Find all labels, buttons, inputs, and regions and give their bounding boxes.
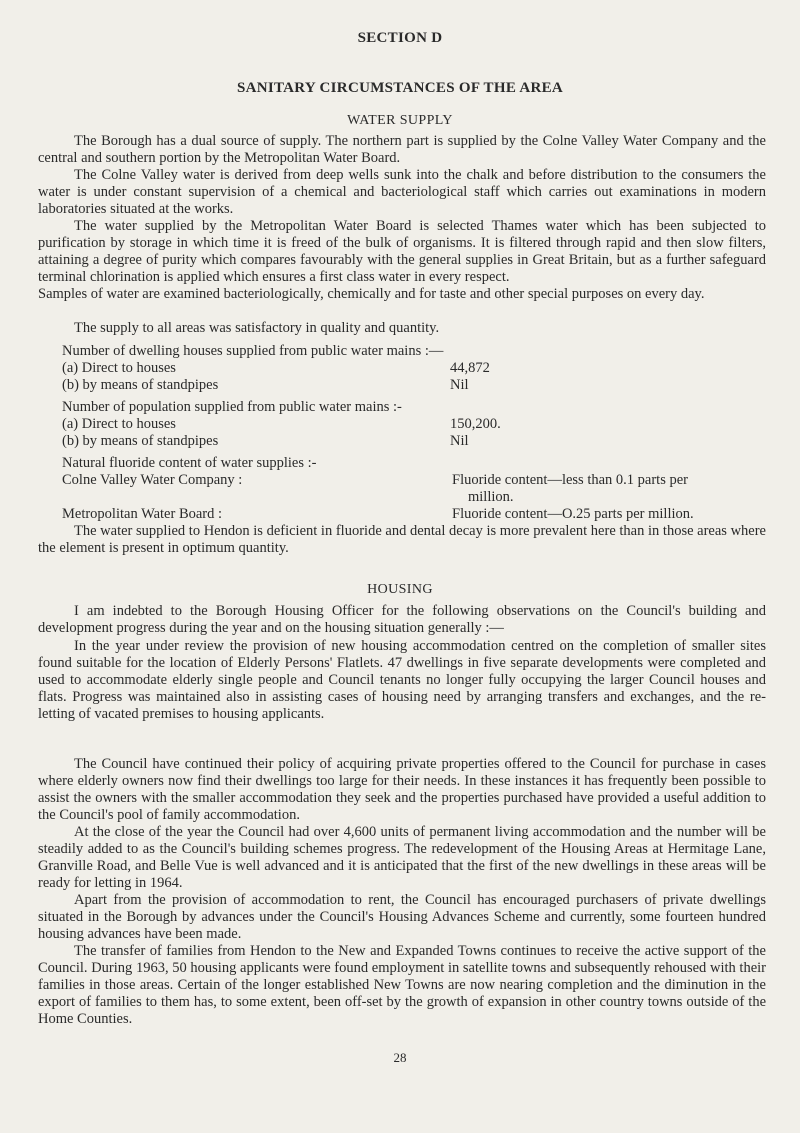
houses-b-value: Nil xyxy=(450,377,469,393)
housing-heading: HOUSING xyxy=(367,582,433,597)
metropolitan-value: Fluoride content—O.25 parts per million. xyxy=(452,506,694,522)
population-a-label: (a) Direct to houses xyxy=(62,416,176,432)
population-b-value: Nil xyxy=(450,433,469,449)
housing-para-4: At the close of the year the Council had over 4,600 units of permanent living accommodation and the number will be steadily added to as the Council's building schemes progress. The redevelopment of the Housing Areas at Hermitage Lane, Granville Road, and Belle Vue is well advanced and it is anticipated that the first of the new dwellings in these areas will be ready for letting in 1964. xyxy=(38,824,766,891)
houses-b-label: (b) by means of standpipes xyxy=(62,377,219,393)
fluoride-label: Natural fluoride content of water supplies :- xyxy=(62,455,317,471)
houses-label: Number of dwelling houses supplied from public water mains :— xyxy=(62,343,444,359)
houses-a-value: 44,872 xyxy=(450,360,490,376)
colne-value-line-1: Fluoride content—less than 0.1 parts per xyxy=(452,472,688,488)
water-supply-heading: WATER SUPPLY xyxy=(347,113,453,128)
housing-para-2: In the year under review the provision of new housing accommodation centred on the completion of smaller sites found suitable for the location of Elderly Persons' Flatlets. 47 dwellings in five separate developments were completed and used to accommodate elderly single people and Council tenants no longer fully occupying the larger Council houses and flats. Progress was maintained also in assisting cases of housing need by arranging transfers and exchanges, and the re-letting of vacated premises to housing applicants. xyxy=(38,638,766,722)
houses-a-label: (a) Direct to houses xyxy=(62,360,176,376)
page-title: SANITARY CIRCUMSTANCES OF THE AREA xyxy=(236,80,564,96)
housing-para-3: The Council have continued their policy of acquiring private properties offered to the Council for purchase in cases where elderly owners now find their dwellings too large for their needs. In these instances it has frequently been possible to assist the owners with the smaller accommodation they seek and the properties purchased have provided a useful addition to the Council's pool of family accommodation. xyxy=(38,756,766,823)
housing-para-6: The transfer of families from Hendon to the New and Expanded Towns continues to receive the active support of the Council. During 1963, 50 housing applicants were found employment in satellite towns and subsequently rehoused with their families in those areas. Certain of the longer established New Towns are now nearing completion and the diminution in the export of families to them has, to some extent, been off-set by the growth of expansion in other country towns outside of the Home Counties. xyxy=(38,943,766,1027)
colne-value-line-2: million. xyxy=(468,489,514,505)
housing-para-5: Apart from the provision of accommodation to rent, the Council has encouraged purchasers of private dwellings situated in the Borough by advances under the Council's Housing Advances Scheme and currently, some fourteen hundred housing advances have been made. xyxy=(38,892,766,942)
metropolitan-label: Metropolitan Water Board : xyxy=(62,506,223,522)
water-para-5: The supply to all areas was satisfactory in quality and quantity. xyxy=(74,320,440,336)
fluoride-note: The water supplied to Hendon is deficient in fluoride and dental decay is more prevalent here than in those areas where the element is present in optimum quantity. xyxy=(38,523,766,556)
colne-label: Colne Valley Water Company : xyxy=(62,472,243,488)
population-b-label: (b) by means of standpipes xyxy=(62,433,219,449)
water-para-1: The Borough has a dual source of supply. The northern part is supplied by the Colne Valley Water Company and the central and southern portion by the Metropolitan Water Board. xyxy=(38,133,766,166)
water-para-4: Samples of water are examined bacteriologically, chemically and for taste and other special purposes on every day. xyxy=(38,286,705,302)
water-para-2: The Colne Valley water is derived from deep wells sunk into the chalk and before distribution to the consumers the water is under constant supervision of a chemical and bacteriological staff which carries out examinations in modern laboratories situated at the works. xyxy=(38,167,766,217)
section-label: SECTION D xyxy=(357,30,443,46)
page-number: 28 xyxy=(393,1050,407,1065)
water-para-3: The water supplied by the Metropolitan Water Board is selected Thames water which has been subjected to purification by storage in which time it is freed of the bulk of organisms. It is filtered through rapid and then slow filters, attaining a degree of purity which compares favourably with the general supplies in Great Britain, but as a further safeguard terminal chlorination is applied which ensures a first class water in every respect. xyxy=(38,218,766,285)
population-a-value: 150,200. xyxy=(450,416,501,432)
housing-para-1: I am indebted to the Borough Housing Officer for the following observations on the Council's building and development progress during the year and on the housing situation generally :— xyxy=(38,603,766,636)
population-label: Number of population supplied from public water mains :- xyxy=(62,399,402,415)
